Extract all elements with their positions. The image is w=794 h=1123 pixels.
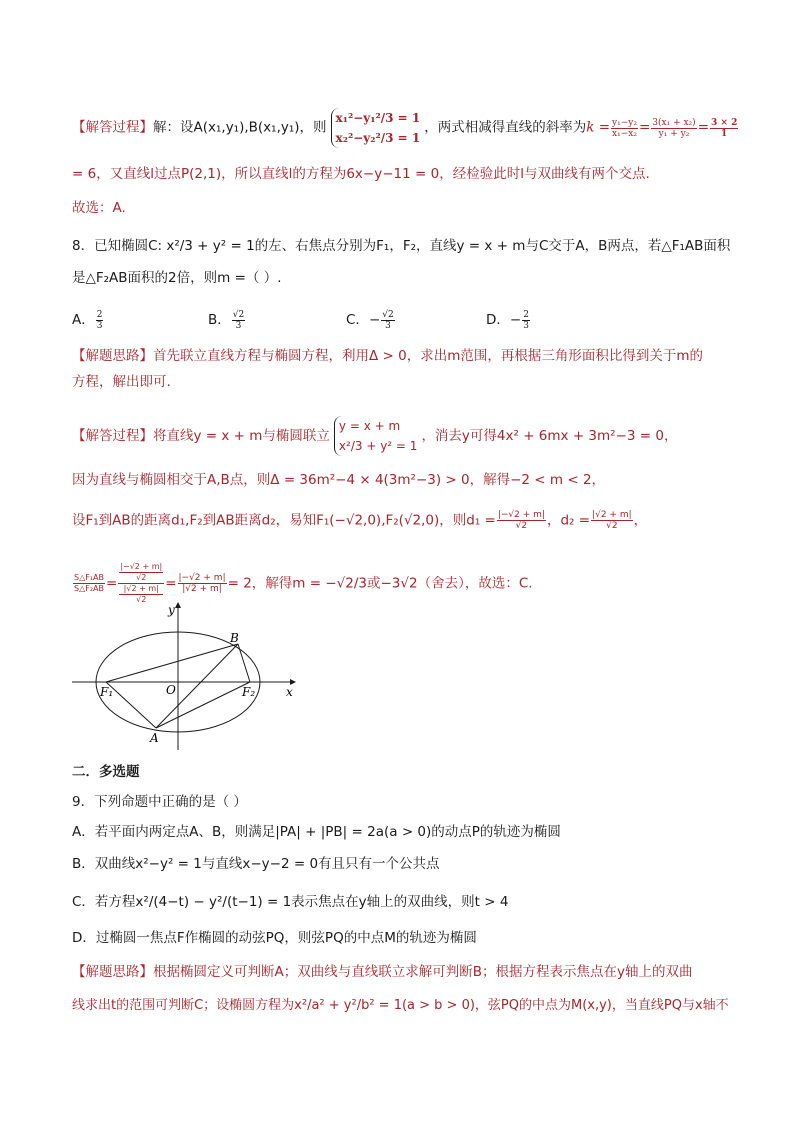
fraction-numerator: |−√2 + m| [178,573,226,583]
fraction-3 [710,118,738,139]
problem9-option-b: B．双曲线x²−y² = 1与直线x−y−2 = 0有且只有一个公共点 [72,856,440,872]
problem8-process-line1 [72,416,677,456]
section-heading: 二．多选题 [72,764,140,780]
solution7-mid: ，两式相减得直线的斜率为 [424,119,587,136]
option-label: B． [208,312,231,328]
solution-idea-tag: 【解题思路】 [72,964,153,980]
problem8-option-c [346,308,396,331]
problem8-option-a [72,308,104,331]
problem9-stem: 9．下列命题中正确的是（ ） [72,794,247,810]
system-row-1: y = x + m [338,419,401,433]
problem8-process-line2: 因为直线与椭圆相交于A,B点，则Δ = 36m²−4 × 4(3m²−3) > 0，解得−2 < m < 2， [72,472,606,488]
fraction-denominator: x₁−x₂ [612,128,637,139]
answer-process-tag: 【解答过程】 [72,428,153,444]
fraction-denominator: 3 [235,321,242,331]
fraction-numerator [118,562,164,584]
x-axis-label: x [286,685,293,699]
answer-process-tag: 【解答过程】 [72,119,153,136]
fraction-numerator: |√2 + m| [592,510,632,520]
fraction-numerator: 2 [523,310,529,320]
f2-label: F₂ [242,685,256,699]
problem8-idea-line1 [72,346,703,366]
origin-label: O [166,683,176,697]
problem9-option-c: C．若方程x²/(4−t) − y²/(t−1) = 1表示焦点在y轴上的双曲线，则t > 4 [72,894,509,910]
d2-fraction [591,510,633,531]
problem8-stem-2: 是△F₂AB面积的2倍，则m =（ ）. [72,270,282,286]
option-label: A． [72,312,95,328]
nested-denominator: √2 [119,594,163,605]
option-sign: − [509,312,522,328]
fraction-numerator: 3(x₁ + x₂) [652,117,696,128]
system-row-2: x₂²−y₂²/3 = 1 [335,131,421,145]
problem9-option-a: A．若平面内两定点A、B，则满足|PA| + |PB| = 2a(a > 0)的动点P的轨迹为椭圆 [72,824,561,840]
fraction-denominator: √2 [515,521,528,531]
problem9-option-d: D．过椭圆一焦点F作椭圆的动弦PQ，则弦PQ的中点M的轨迹为椭圆 [72,930,477,946]
nested-numerator: |√2 + m| [123,584,159,593]
problem8-option-b [208,308,246,331]
solution7-line2: = 6，又直线l过点P(2,1)，所以直线l的方程为6x−y−11 = 0，经检验此时l与双曲线有两个交点. [72,166,650,182]
segment-b-f2 [238,644,250,682]
area-ratio [73,573,105,594]
fraction-2 [651,118,696,139]
idea-text-1: 根据椭圆定义可判断A；双曲线与直线联立求解可判断B；根据方程表示焦点在y轴上的双曲 [153,964,693,980]
fraction-numerator: y₁−y₂ [612,117,637,128]
option-fraction [232,310,245,331]
option-fraction [522,310,530,331]
problem8-idea-line2: 方程，解出即可. [72,374,171,390]
problem8-option-d [486,308,531,331]
option-fraction [381,310,394,331]
problem9-idea-line1 [72,962,693,982]
solution7-line1: 【解答过程】解：设A(x₁,y₁),B(x₁,y₁)，则 x₁²−y₁²/3 = 1 x₂²−y₂²/3 = 1 ，两式相减得直线的斜率为k = $\frac{\text{y₁−y₂}}{\text{x₁−x₂}}$ = $\frac{\text{3(x₁ + x₂)}}{\text{y₁ + y₂}}$ = $\frac{3 \times 2}{1}$ [72,108,739,148]
process-text-2: ，消去y可得4x² + 6mx + 3m²−3 = 0， [421,428,678,444]
solution-idea-tag: 【解题思路】 [72,348,153,364]
solution7-intro: 解：设A(x₁,y₁),B(x₁,y₁)，则 [153,119,327,136]
system-row-1: x₁²−y₁²/3 = 1 [335,111,421,125]
fraction-1 [611,118,638,139]
equation-system [331,108,421,148]
point-a-label: A [150,731,159,745]
process-text-4: ，d₂ = [546,512,591,529]
process-text-5: = 2，解得m = −√2/3或−3√2（舍去），故选：C. [227,575,533,592]
fraction-numerator: 3 × 2 [711,117,738,128]
d1-fraction [497,510,546,531]
ellipse-figure [72,600,312,752]
segment-f1-a [106,682,156,728]
problem8-stem-1: 8．已知椭圆C: x²/3 + y² = 1的左、右焦点分别为F₁，F₂，直线y = x + m与C交于A，B两点，若△F₁AB面积 [72,238,731,254]
fraction-numerator: |−√2 + m| [497,510,545,520]
problem9-idea-line2: 线求出t的范围可判断C；设椭圆方程为x²/a² + y²/b² = 1(a > b > 0)，弦PQ的中点为M(x,y)，当直线PQ与x轴不 [72,998,729,1013]
point-b-label: B [230,631,239,645]
option-sign: − [368,312,381,328]
equation-system [334,416,418,456]
fraction-denominator: |√2 + m| [182,584,222,594]
y-axis-arrow [175,602,181,608]
fraction-numerator: S△F₁AB [74,573,104,582]
fraction-numerator: √2 [382,310,394,320]
y-axis-label: y [168,603,175,617]
fraction-denominator: 3 [385,321,391,331]
option-label: C． [346,312,369,328]
process-text-3: 设F₁到AB的距离d₁,F₂到AB距离d₂，易知F₁(−√2,0),F₂(√2,0)，则d₁ = [72,512,496,529]
nested-numerator: |−√2 + m| [120,562,163,571]
system-row-2: x²/3 + y² = 1 [338,439,418,453]
process-text: 将直线y = x + m与椭圆联立 [153,428,330,444]
option-fraction [96,310,104,331]
nested-denominator: √2 [119,572,163,583]
fraction-denominator: y₁ + y₂ [658,128,690,139]
option-label: D． [486,312,510,328]
distance-ratio [118,562,164,605]
fraction-denominator: S△F₂AB [74,584,104,593]
f1-label: F₁ [100,685,114,699]
solution7-answer: 故选：A. [72,200,126,216]
fraction-denominator: √2 [606,521,618,531]
segment-f1-b [106,644,238,682]
slope-k: k = [586,119,611,136]
problem8-process-line4: $\frac{\text{S△F₁AB}}{\text{S△F₂AB}}$ = |−√2 + m| √2 |√2 + m| √2 = $\frac{|-√2 + m|}{|√2 + m|}$ = 2，解得m = −√2/3或−3√2（舍去），故选：C. [74,562,533,604]
fraction-denominator: 3 [523,321,529,331]
fraction-denominator: 1 [721,128,728,139]
simplified-ratio [178,573,227,594]
fraction-numerator: √2 [232,310,245,320]
problem8-process-line3: 设F₁到AB的距离d₁,F₂到AB距离d₂，易知F₁(−√2,0),F₂(√2,0)，则d₁ = $\frac{|-√2 + m|}{√2}$ ，d₂ = $\frac{|√2 + m|}{√2}$ ， [72,510,648,531]
idea-text-1: 首先联立直线方程与椭圆方程，利用Δ > 0，求出m范围，再根据三角形面积比得到关于m的 [153,348,704,364]
fraction-denominator: 3 [96,321,103,331]
fraction-numerator: 2 [96,310,103,320]
